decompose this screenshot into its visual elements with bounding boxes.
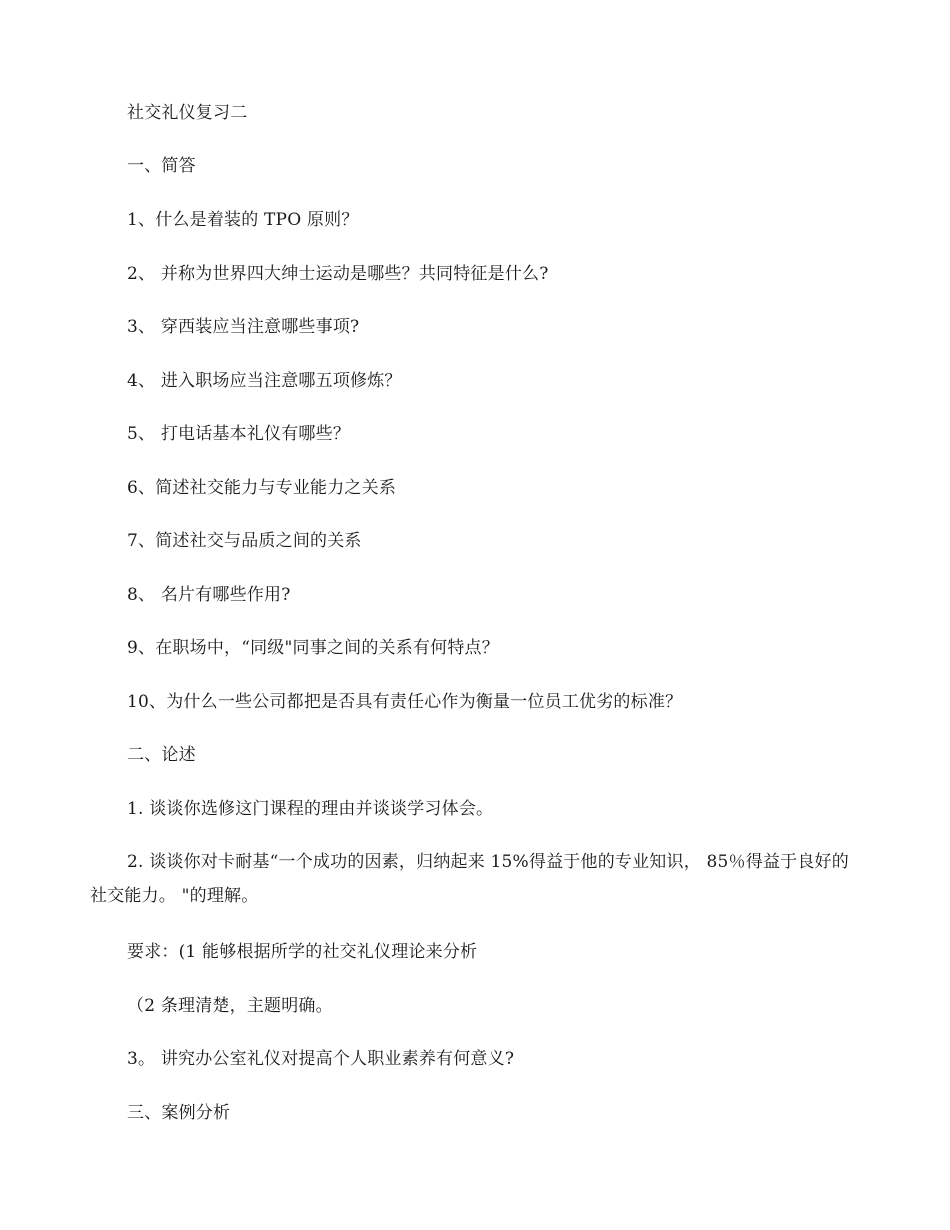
section-heading-case-analysis: 三、案例分析 xyxy=(127,1103,231,1123)
discussion-item: 3。 讲究办公室礼仪对提高个人职业素养有何意义? xyxy=(127,1049,515,1069)
discussion-item-paragraph: 2. 谈谈你对卡耐基“一个成功的因素，归纳起来 15%得益于他的专业知识， 85％得益于良好的社交能力。 "的理解。 xyxy=(90,852,849,906)
requirement-line: （2 条理清楚，主题明确。 xyxy=(127,996,333,1016)
section-heading-discussion: 二、论述 xyxy=(127,745,196,765)
question-item: 6、简述社交能力与专业能力之关系 xyxy=(127,478,397,498)
question-item: 2、 并称为世界四大绅士运动是哪些？共同特征是什么? xyxy=(127,264,549,284)
question-item: 8、 名片有哪些作用? xyxy=(127,585,291,605)
question-item: 4、 进入职场应当注意哪五项修炼？ xyxy=(127,371,402,391)
question-item: 3、 穿西装应当注意哪些事项? xyxy=(127,317,360,337)
question-item: 1、什么是着装的 TPO 原则？ xyxy=(127,210,359,230)
question-item: 9、在职场中，“同级"同事之间的关系有何特点？ xyxy=(127,638,499,658)
question-item: 5、 打电话基本礼仪有哪些？ xyxy=(127,424,351,444)
section-heading-short-answer: 一、简答 xyxy=(127,156,196,176)
document-title: 社交礼仪复习二 xyxy=(127,103,248,123)
requirement-line: 要求：(1 能够根据所学的社交礼仪理论来分析 xyxy=(127,942,478,962)
question-item: 10、为什么一些公司都把是否具有责任心作为衡量一位员工优劣的标准？ xyxy=(127,692,683,712)
question-item: 7、简述社交与品质之间的关系 xyxy=(127,531,362,551)
discussion-item: 1. 谈谈你选修这门课程的理由并谈谈学习体会。 xyxy=(127,799,494,819)
